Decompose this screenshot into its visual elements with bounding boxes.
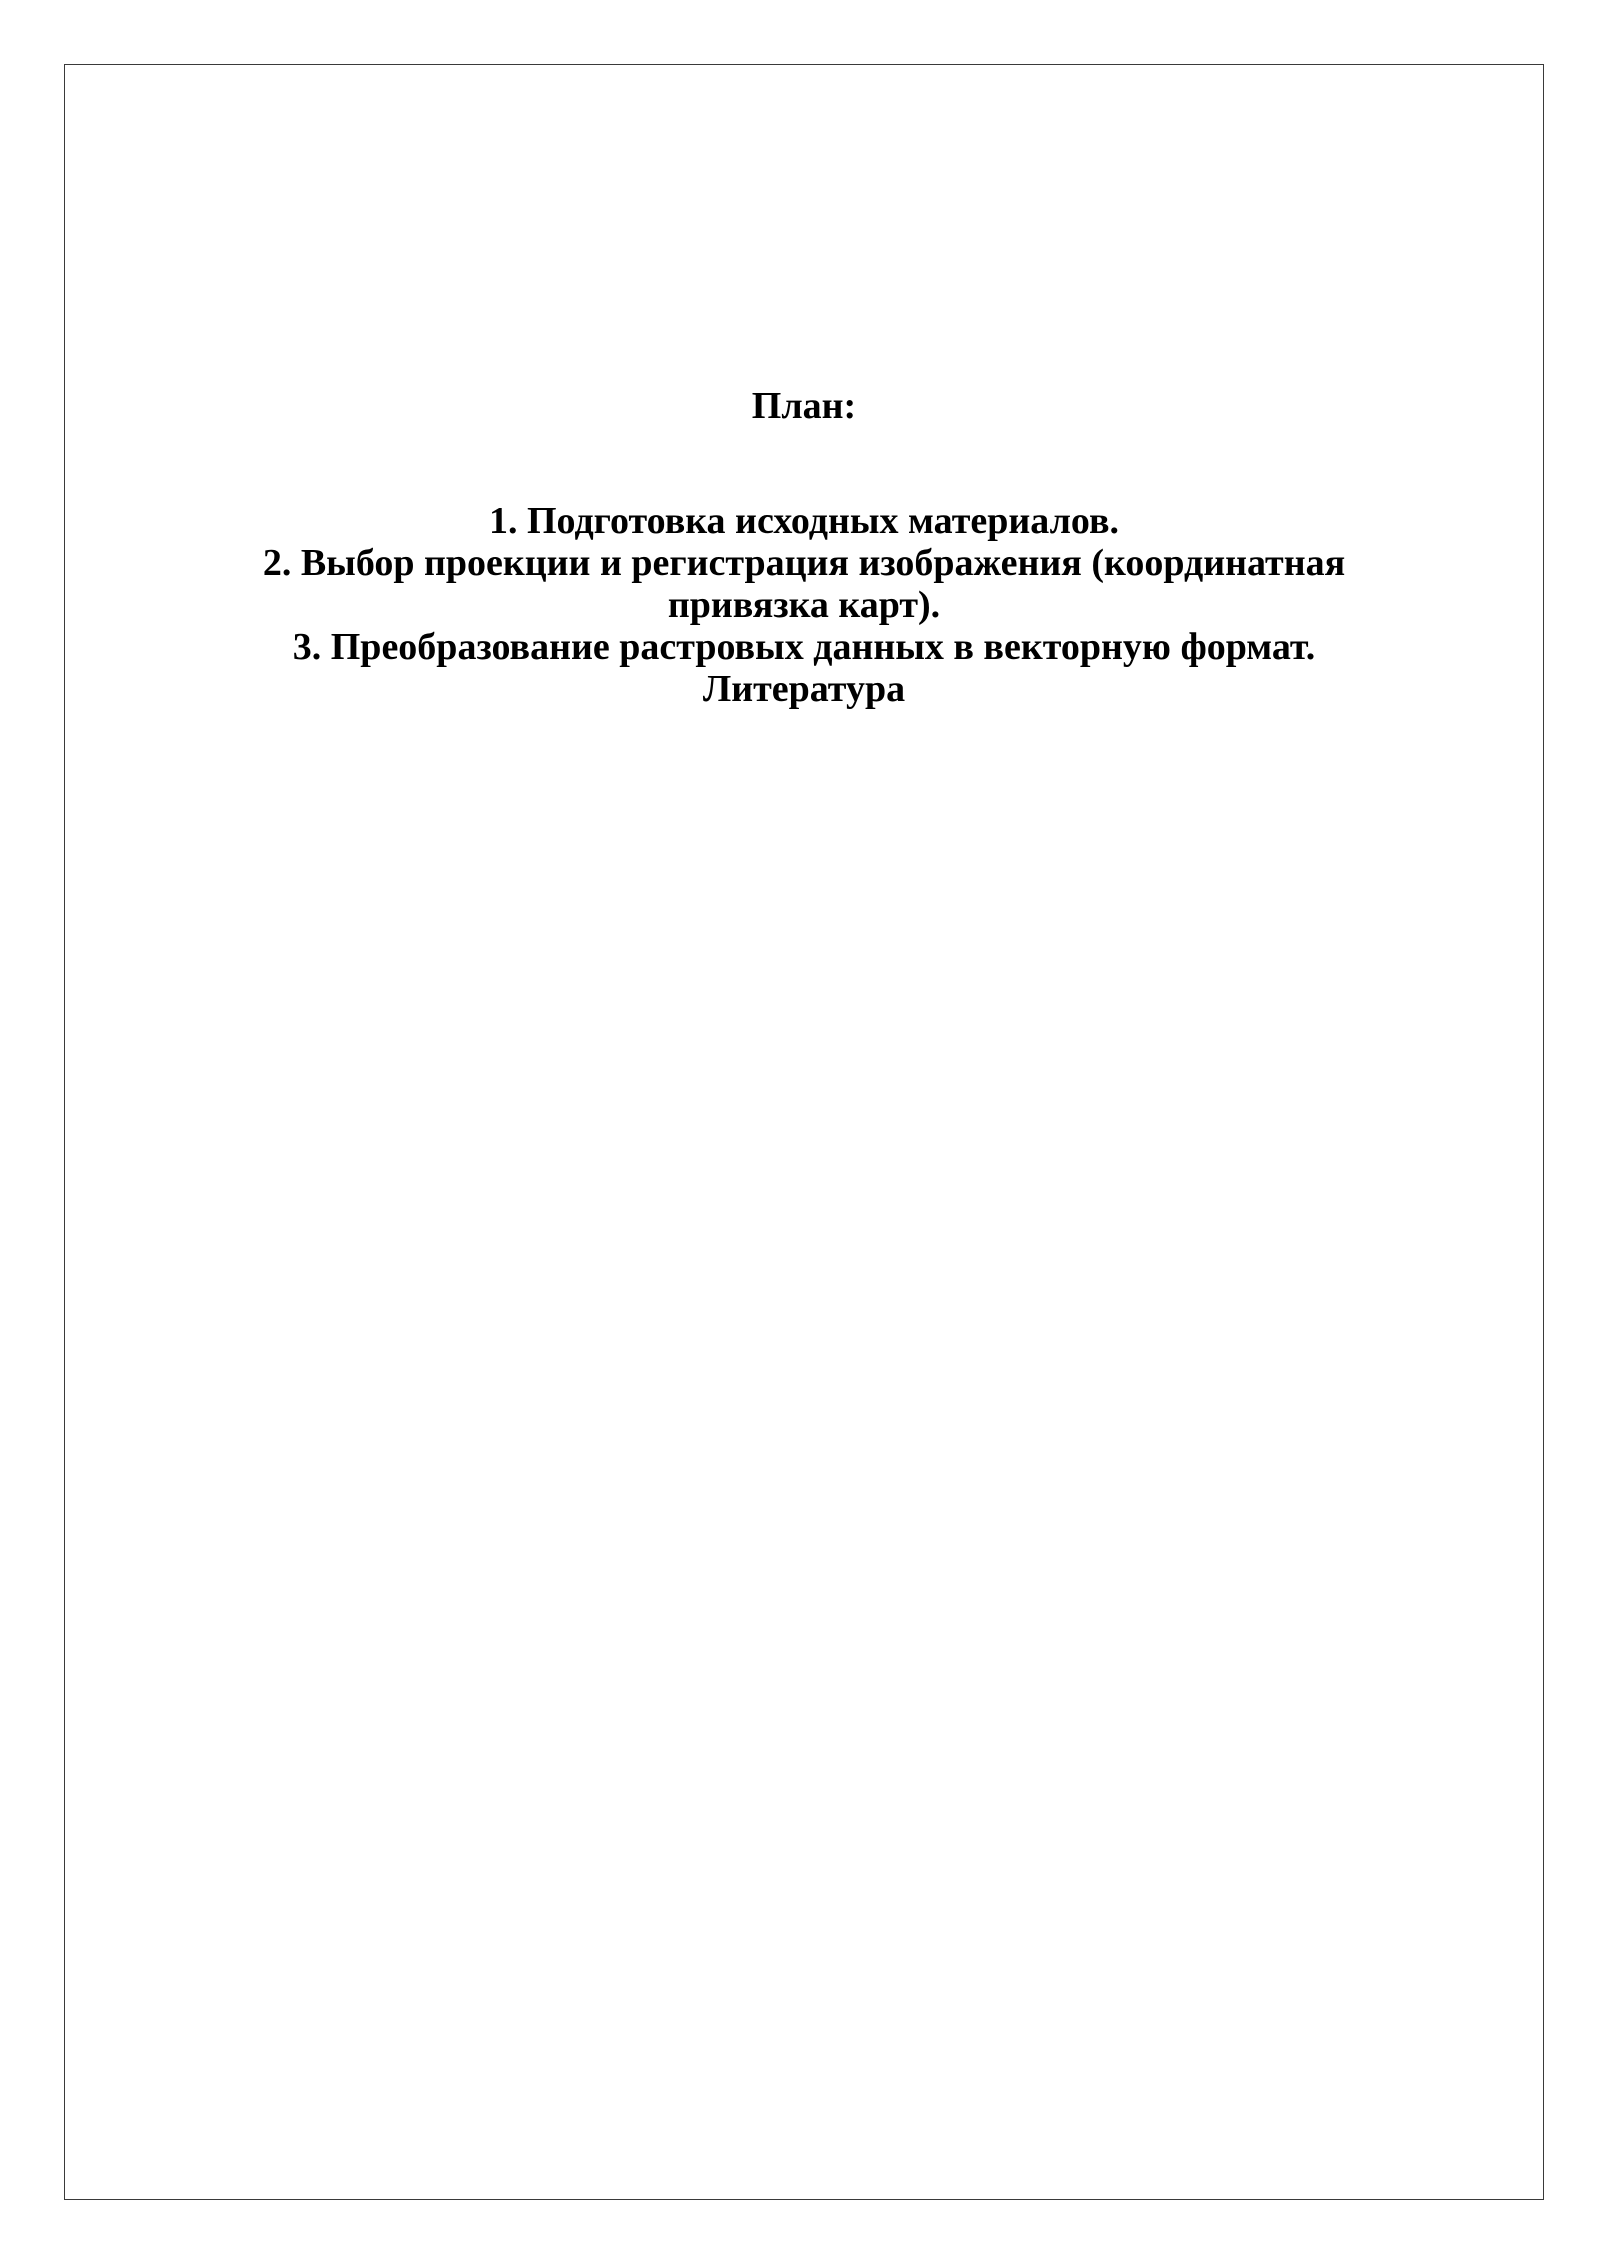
- plan-item-literature: Литература: [702, 668, 906, 710]
- plan-title: План:: [751, 385, 857, 427]
- plan-item-3: 3. Преобразование растровых данных в векторную формат.: [292, 626, 1316, 668]
- plan-item-1: 1. Подготовка исходных материалов.: [489, 500, 1119, 542]
- plan-item-2: 2. Выбор проекции и регистрация изображения (координатная привязка карт).: [262, 542, 1346, 626]
- plan-list: [214, 500, 1394, 710]
